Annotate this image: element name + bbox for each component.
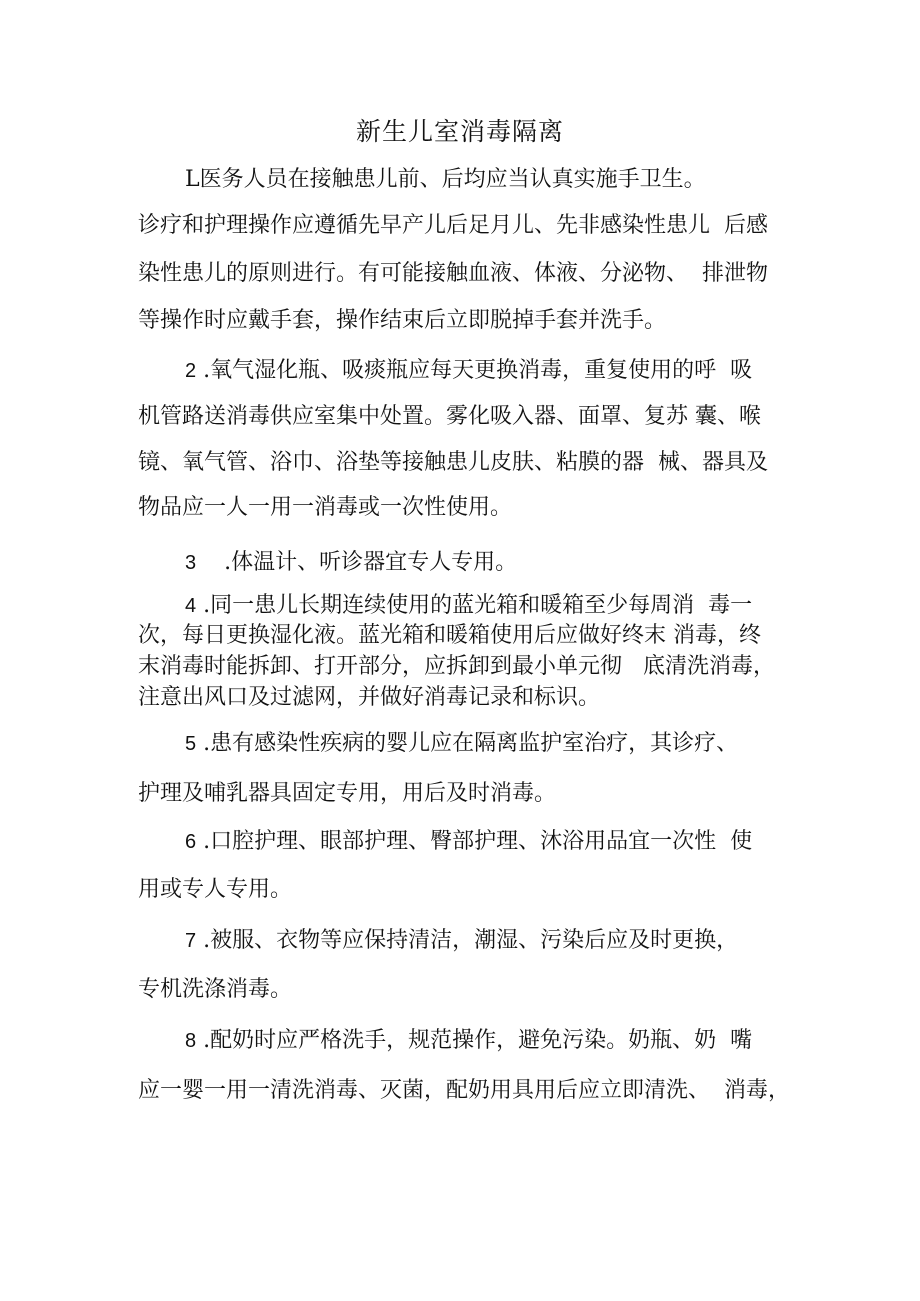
paragraph-3-number: 3 <box>185 552 197 574</box>
paragraph-8-line-1 <box>185 1026 752 1056</box>
paragraph-6-text: .口腔护理、眼部护理、臀部护理、沐浴用品宜一次性 使 <box>196 829 753 854</box>
paragraph-5-line-1 <box>185 729 738 759</box>
paragraph-7-text: .被服、衣物等应保持清洁，潮湿、污染后应及时更换， <box>196 928 739 953</box>
page-title: 新生儿室消毒隔离 <box>355 117 564 146</box>
paragraph-1-line-3: 染性患儿的原则进行。有可能接触血液、体液、分泌物、 排泄物 <box>138 261 768 286</box>
paragraph-8-number: 8 <box>185 1030 197 1052</box>
paragraph-2-number: 2 <box>185 360 197 382</box>
paragraph-1-line-2: 诊疗和护理操作应遵循先早产儿后足月儿、先非感染性患儿 后感 <box>138 213 768 238</box>
paragraph-3-text: .体温计、听诊器宜专人专用。 <box>196 550 518 575</box>
paragraph-7-line-2: 专机洗涤消毒。 <box>138 977 293 1002</box>
paragraph-1-line-4: 等操作时应戴手套，操作结束后立即脱掉手套并洗手。 <box>138 308 667 333</box>
paragraph-4-text: .同一患儿长期连续使用的蓝光箱和暖箱至少每周消 毒一 <box>196 593 753 618</box>
paragraph-6-line-2: 用或专人专用。 <box>138 877 293 902</box>
paragraph-2-line-1 <box>185 356 752 386</box>
paragraph-7-line-1 <box>185 926 738 956</box>
paragraph-1-text: L医务人员在接触患儿前、后均应当认真实施手卫生。 <box>185 167 706 192</box>
paragraph-2-line-4: 物品应一人一用一消毒或一次性使用。 <box>138 495 513 520</box>
paragraph-4-line-1 <box>185 591 752 621</box>
paragraph-7-number: 7 <box>185 930 197 952</box>
paragraph-8-text: .配奶时应严格洗手，规范操作，避免污染。奶瓶、奶 嘴 <box>196 1028 753 1053</box>
paragraph-6-number: 6 <box>185 831 197 853</box>
paragraph-4-line-4: 注意出风口及过滤网，并做好消毒记录和标识。 <box>138 685 601 710</box>
paragraph-5-line-2: 护理及哺乳器具固定专用，用后及时消毒。 <box>138 781 557 806</box>
paragraph-3-line-1 <box>185 548 517 578</box>
paragraph-4-line-2: 次，每日更换湿化液。蓝光箱和暖箱使用后应做好终末 消毒，终 <box>138 623 761 648</box>
paragraph-5-text: .患有感染性疾病的婴儿应在隔离监护室治疗，其诊疗、 <box>196 731 739 756</box>
paragraph-6-line-1 <box>185 827 752 857</box>
paragraph-1-line-1 <box>185 165 706 195</box>
paragraph-2-text: .氧气湿化瓶、吸痰瓶应每天更换消毒，重复使用的呼 吸 <box>196 358 753 383</box>
paragraph-2-line-3: 镜、氧气管、浴巾、浴垫等接触患儿皮肤、粘膜的器 械、器具及 <box>138 450 768 475</box>
paragraph-4-number: 4 <box>185 595 197 617</box>
paragraph-8-line-2: 应一婴一用一清洗消毒、灭菌，配奶用具用后应立即清洗、 消毒， <box>138 1078 790 1103</box>
paragraph-5-number: 5 <box>185 733 197 755</box>
paragraph-4-line-3: 末消毒时能拆卸、打开部分，应拆卸到最小单元彻 底清洗消毒， <box>138 654 775 679</box>
paragraph-2-line-2: 机管路送消毒供应室集中处置。雾化吸入器、面罩、复苏 囊、喉 <box>138 404 761 429</box>
